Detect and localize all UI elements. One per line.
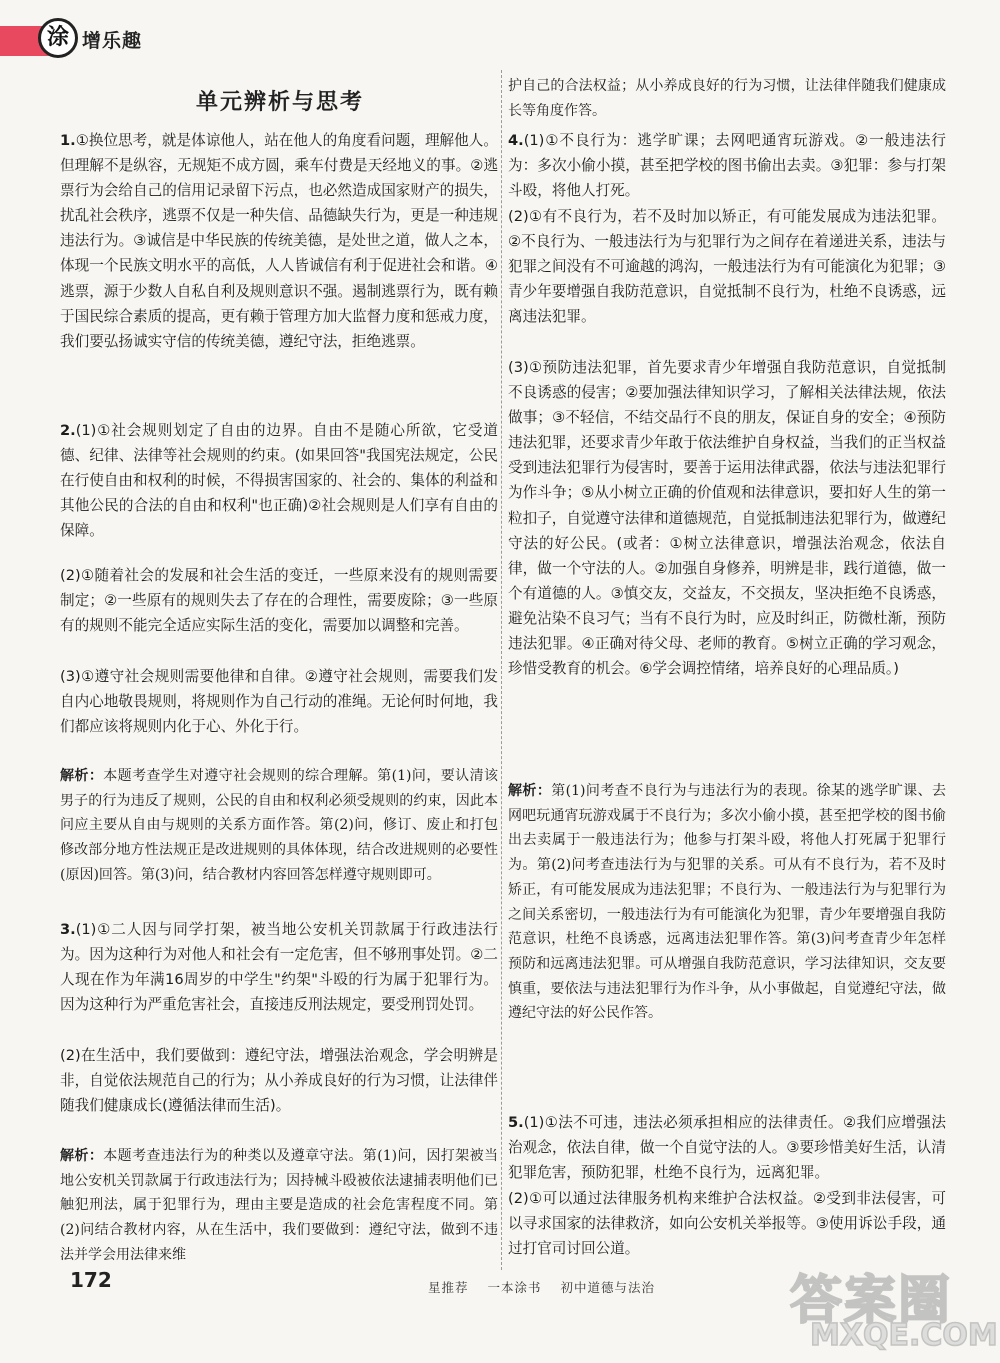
question-number: 3. — [60, 921, 76, 938]
logo-mark: 涂 — [38, 18, 78, 58]
analysis-text: 本题考查违法行为的种类以及遵章守法。第(1)问，因打架被当地公安机关罚款属于行政违法行为；因持械斗殴被依法逮捕表明他们已触犯刑法，属于犯罪行为，理由主要是造成的社会危害程度不同。第(2)问结合教材内容，从在生活中，我们要做到：遵纪守法，做到不违法并学会用法律来维 — [60, 1148, 498, 1263]
question-number: 4. — [508, 132, 524, 149]
analysis-block — [508, 779, 946, 1026]
answer-text: (1)①法不可违，违法必须承担相应的法律责任。②我们应增强法治观念，依法自律，做一个自觉守法的人。③要珍惜美好生活，认清犯罪危害，预防犯罪，杜绝不良行为，远离犯罪。 — [508, 1114, 946, 1182]
analysis-block — [60, 1144, 498, 1268]
answer-text: (2)在生活中，我们要做到：遵纪守法，增强法治观念，学会明辨是非，自觉依法规范自己的行为；从小养成良好的行为习惯，让法律伴随我们健康成长(遵循法律而生活)。 — [60, 1047, 498, 1115]
answer-text: (1)①社会规则划定了自由的边界。自由不是随心所欲，它受道德、纪律、法律等社会规则的约束。(如果回答"我国宪法规定，公民在行使自由和权利的时候，不得损害国家的、社会的、集体的利益和其他公民的合法的自由和权利"也正确)②社会规则是人们享有自由的保障。 — [60, 422, 498, 540]
analysis-block — [60, 764, 498, 888]
answer-block — [508, 128, 946, 203]
answer-block — [60, 128, 498, 354]
answer-block — [508, 1186, 946, 1261]
answer-text: (1)①不良行为：逃学旷课；去网吧通宵玩游戏。②一般违法行为：多次小偷小摸，甚至把学校的图书偷出去卖。③犯罪：参与打架斗殴，将他人打死。 — [508, 132, 946, 200]
analysis-tag: 解析： — [60, 768, 104, 784]
answer-block — [508, 355, 946, 681]
footer — [428, 1278, 669, 1296]
answer-block — [508, 204, 946, 329]
logo-text: 增乐趣 — [82, 30, 143, 52]
analysis-text: 本题考查学生对遵守社会规则的综合理解。第(1)问，要认清该男子的行为违反了规则，公民的自由和权利必须受规则的约束，因此本问应主要从自由与规则的关系方面作答。第(2)问，修订、废止和打包修改部分地方性法规正是改进规则的具体体现，结合改进规则的必要性(原因)回答。第(3)问，结合教材内容回答怎样遵守规则即可。 — [60, 768, 498, 883]
analysis-tag: 解析： — [60, 1148, 104, 1164]
logo — [0, 18, 170, 62]
answer-text: (2)①可以通过法律服务机构来维护合法权益。②受到非法侵害，可以寻求国家的法律救济，如向公安机关举报等。③使用诉讼手段，通过打官司讨回公道。 — [508, 1190, 946, 1258]
footer-series: 一本涂书 — [487, 1280, 542, 1295]
question-number: 1. — [60, 132, 76, 149]
answer-text: (2)①随着社会的发展和社会生活的变迁，一些原来没有的规则需要制定；②一些原有的规则失去了存在的合理性，需要废除；③一些原有的规则不能完全适应实际生活的变化，需要加以调整和完善。 — [60, 567, 498, 635]
answer-text: (3)①遵守社会规则需要他律和自律。②遵守社会规则，需要我们发自内心地敬畏规则，将规则作为自己行动的准绳。无论何时何地，我们都应该将规则内化于心、外化于行。 — [60, 668, 498, 736]
page-number: 172 — [70, 1268, 112, 1292]
answer-block — [60, 664, 498, 739]
answer-block — [60, 418, 498, 543]
answer-text: (1)①二人因与同学打架，被当地公安机关罚款属于行政违法行为。因为这种行为对他人和社会有一定危害，但不够刑事处罚。②二人现在作为年满16周岁的中学生"约架"斗殴的行为属于犯罪行为。因为这种行为严重危害社会，直接违反刑法规定，要受刑罚处罚。 — [60, 921, 498, 1014]
section-title: 单元辨析与思考 — [195, 90, 364, 115]
analysis-text: 护自己的合法权益；从小养成良好的行为习惯，让法律伴随我们健康成长等角度作答。 — [508, 78, 946, 119]
column-divider — [501, 70, 502, 1270]
answer-block — [60, 563, 498, 638]
answer-block — [60, 1043, 498, 1118]
analysis-block — [508, 74, 946, 123]
footer-subject: 初中道德与法治 — [560, 1280, 656, 1295]
watermark-url: MXQE.COM — [810, 1318, 998, 1353]
question-number: 2. — [60, 422, 76, 439]
question-number: 5. — [508, 1114, 524, 1131]
analysis-tag: 解析： — [508, 783, 552, 799]
footer-brand: 星推荐 — [428, 1280, 469, 1295]
watermark-main: 答案圈 — [790, 1271, 953, 1331]
analysis-text: 第(1)问考查不良行为与违法行为的表现。徐某的逃学旷课、去网吧玩通宵玩游戏属于不良行为；多次小偷小摸，甚至把学校的图书偷出去卖属于一般违法行为；他参与打架斗殴，将他人打死属于犯罪行为。第(2)问考查违法行为与犯罪的关系。可从有不良行为，若不及时矫正，有可能发展成为违法犯罪；不良行为、一般违法行为与犯罪行为之间关系密切，一般违法行为有可能演化为犯罪，青少年要增强自我防范意识，杜绝不良诱惑，远离违法犯罪作答。第(3)问考查青少年怎样预防和远离违法犯罪。可从增强自我防范意识，学习法律知识，交友要慎重，要依法与违法犯罪行为作斗争，从小事做起，自觉遵纪守法，做遵纪守法的好公民作答。 — [508, 783, 946, 1022]
answer-text: (3)①预防违法犯罪，首先要求青少年增强自我防范意识，自觉抵制不良诱惑的侵害；②要加强法律知识学习，了解相关法律法规，依法做事；③不轻信，不结交品行不良的朋友，保证自身的安全；④预防违法犯罪，还要求青少年敢于依法维护自身权益，当我们的正当权益受到违法犯罪行为侵害时，要善于运用法律武器，依法与违法犯罪行为作斗争；⑤从小树立正确的价值观和法律意识，要扣好人生的第一粒扣子，自觉遵守法律和道德规范，自觉抵制违法犯罪行为，做遵纪守法的好公民。(或者：①树立法律意识，增强法治观念，依法自律，做一个守法的人。②加强自身修养，明辨是非，践行道德，做一个有道德的人。③慎交友，交益友，不交损友，坚决拒绝不良诱惑，避免沾染不良习气；当有不良行为时，应及时纠正，防微杜渐，预防违法犯罪。④正确对待父母、老师的教育。⑤树立正确的学习观念，珍惜受教育的机会。⑥学会调控情绪，培养良好的心理品质。) — [508, 359, 946, 678]
answer-block — [60, 917, 498, 1017]
answer-text: (2)①有不良行为，若不及时加以矫正，有可能发展成为违法犯罪。②不良行为、一般违法行为与犯罪行为之间存在着递进关系，违法与犯罪之间没有不可逾越的鸿沟，一般违法行为有可能演化为犯罪；③青少年要增强自我防范意识，自觉抵制不良行为，杜绝不良诱惑，远离违法犯罪。 — [508, 208, 946, 326]
answer-block — [508, 1110, 946, 1185]
answer-text: ①换位思考，就是体谅他人，站在他人的角度看问题，理解他人。但理解不是纵容，无规矩不成方圆，乘车付费是天经地义的事。②逃票行为会给自己的信用记录留下污点，也必然造成国家财产的损失，扰乱社会秩序，逃票不仅是一种失信、品德缺失行为，更是一种违规违法行为。③诚信是中华民族的传统美德，是处世之道，做人之本，体现一个民族文明水平的高低，人人皆诚信有利于促进社会和谐。④逃票，源于少数人自私自利及规则意识不强。遏制逃票行为，既有赖于国民综合素质的提高，更有赖于管理方加大监督力度和惩戒力度，我们要弘扬诚实守信的传统美德，遵纪守法，拒绝逃票。 — [60, 132, 498, 350]
watermark — [790, 1258, 998, 1358]
